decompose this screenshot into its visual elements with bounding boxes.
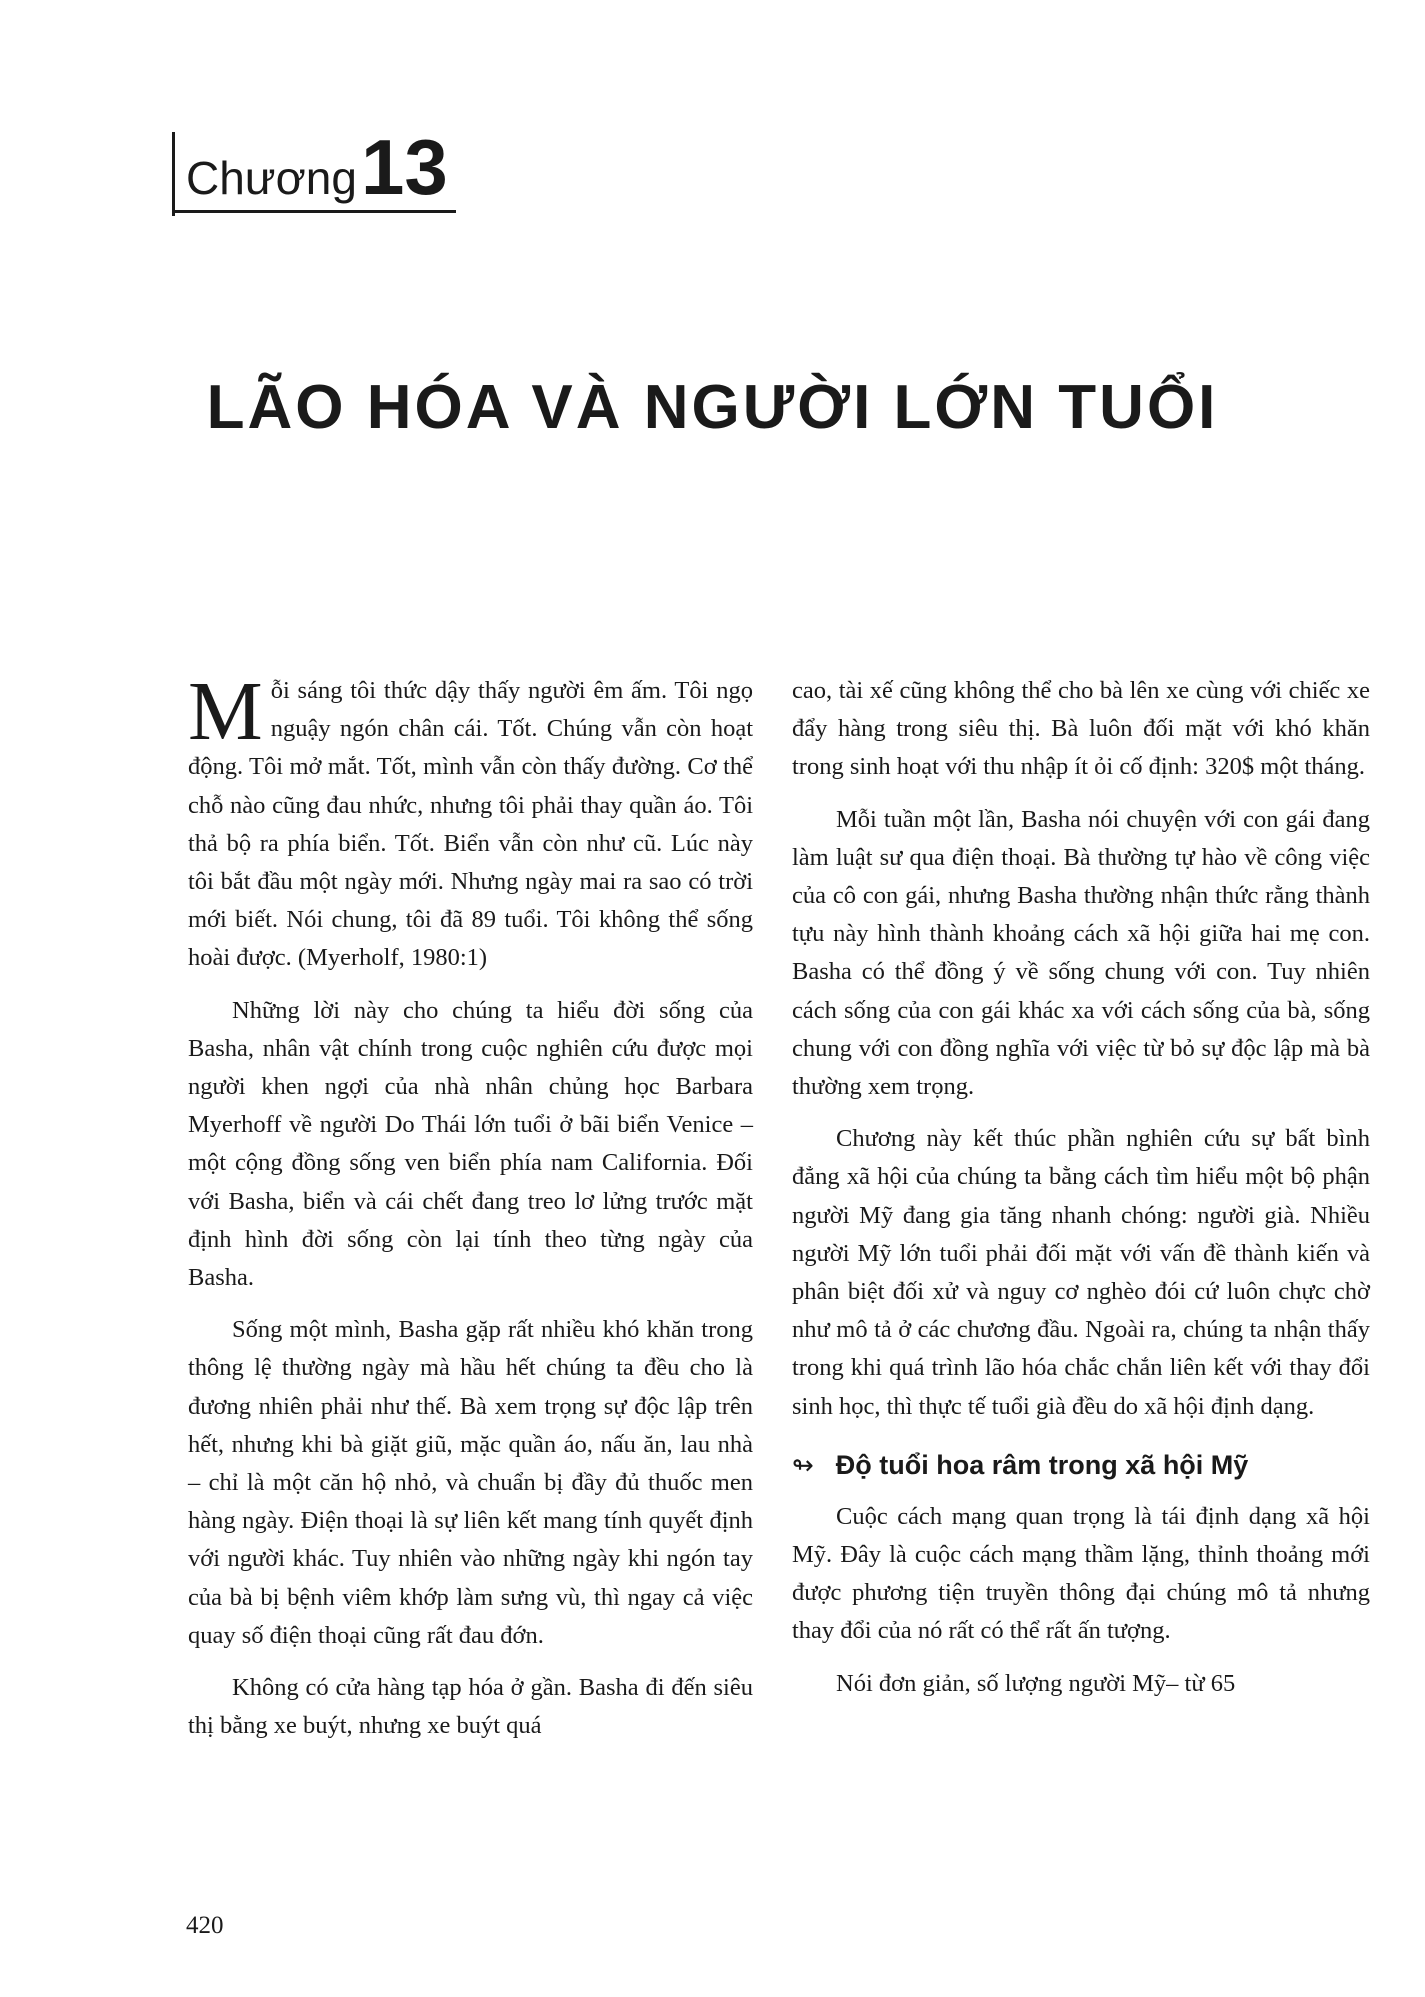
paragraph: Không có cửa hàng tạp hóa ở gần. Basha đi đến siêu thị bằng xe buýt, nhưng xe buýt quá <box>188 1674 753 1740</box>
page-number: 420 <box>186 1912 224 1939</box>
paragraph: Nói đơn giản, số lượng người Mỹ– từ 65 <box>836 1669 1236 1697</box>
chapter-number: 13 <box>360 123 448 211</box>
paragraph: Mỗi tuần một lần, Basha nói chuyện với con gái đang làm luật sư qua điện thoại. Bà thường tự hào về công việc của cô con gái, nhưng Basha thường nhận thức rằng thành tựu này hình thành khoảng cách xã hội giữa hai mẹ con. Basha có thể đồng ý về sống chung với con. Tuy nhiên cách sống của con gái khác xa với cách sống của bà, sống chung với con đồng nghĩa với việc từ bỏ sự độc lập mà bà thường xem trọng. <box>792 805 1370 1101</box>
paragraph: Sống một mình, Basha gặp rất nhiều khó khăn trong thông lệ thường ngày mà hầu hết chúng ta đều cho là đương nhiên phải như thế. Bà xem trọng sự độc lập trên hết, nhưng khi bà giặt giũ, mặc quần áo, nấu ăn, lau nhà – chỉ là một căn hộ nhỏ, và chuẩn bị đầy đủ thuốc men hàng ngày. Điện thoại là sự liên kết mang tính quyết định với người khác. Tuy nhiên vào những ngày khi ngón tay của bà bị bệnh viêm khớp làm sưng vù, thì ngay cả việc quay số điện thoại cũng rất đau đớn. <box>188 1316 753 1649</box>
paragraph: Những lời này cho chúng ta hiểu đời sống của Basha, nhân vật chính trong cuộc nghiên cứu được mọi người khen ngợi của nhà nhân chủng học Barbara Myerhoff về người Do Thái lớn tuổi ở bãi biển Venice – một cộng đồng sống ven biển phía nam California. Đối với Basha, biển và cái chết đang treo lơ lửng trước mặt định hình đời sống còn lại tính theo từng ngày của Basha. <box>188 996 753 1292</box>
paragraph: cao, tài xế cũng không thể cho bà lên xe cùng với chiếc xe đẩy hàng trong siêu thị. Bà luôn đối mặt với khó khăn trong sinh hoạt với thu nhập ít ỏi cố định: 320$ một tháng. <box>792 677 1370 781</box>
chapter-rule <box>172 132 175 216</box>
section-bullet-icon: ↬ <box>792 1449 814 1480</box>
section-heading <box>792 1448 1370 1482</box>
paragraph: Cuộc cách mạng quan trọng là tái định dạng xã hội Mỹ. Đây là cuộc cách mạng thầm lặng, thỉnh thoảng mới được phương tiện truyền thông đại chúng mô tả nhưng thay đổi của nó rất có thể rất ấn tượng. <box>792 1502 1370 1645</box>
section-heading-text: Độ tuổi hoa râm trong xã hội Mỹ <box>835 1449 1249 1480</box>
paragraph: Chương này kết thúc phần nghiên cứu sự bất bình đẳng xã hội của chúng ta bằng cách tìm hiểu một bộ phận người Mỹ đang gia tăng nhanh chóng: người già. Nhiều người Mỹ lớn tuổi phải đối mặt với vấn đề thành kiến và phân biệt đối xử và nguy cơ nghèo đói cứ luôn chực chờ như mô tả ở các chương đầu. Ngoài ra, chúng ta nhận thấy trong khi quá trình lão hóa chắc chắn liên kết với thay đổi sinh học, thì thực tế tuổi già đều do xã hội định dạng. <box>792 1125 1370 1420</box>
right-column <box>792 672 1370 1717</box>
chapter-title: LÃO HÓA VÀ NGƯỜI LỚN TUỔI <box>206 373 1219 442</box>
opening-quote <box>188 665 753 978</box>
drop-cap: M <box>188 665 263 758</box>
chapter-label <box>172 123 456 213</box>
left-column <box>188 665 753 1759</box>
opening-quote-text: ỗi sáng tôi thức dậy thấy người êm ấm. Tôi ngọ nguậy ngón chân cái. Tốt. Chúng vẫn còn hoạt động. Tôi mở mắt. Tốt, mình vẫn còn thấy đường. Cơ thể chỗ nào cũng đau nhức, nhưng tôi phải thay quần áo. Tôi thả bộ ra phía biển. Tốt. Biển vẫn còn như cũ. Lúc này tôi bắt đầu một ngày mới. Nhưng ngày mai ra sao có trời mới biết. Nói chung, tôi đã 89 tuổi. Tôi không thể sống hoài được. (Myerholf, 1980:1) <box>188 677 753 972</box>
chapter-word: Chương <box>186 152 357 204</box>
